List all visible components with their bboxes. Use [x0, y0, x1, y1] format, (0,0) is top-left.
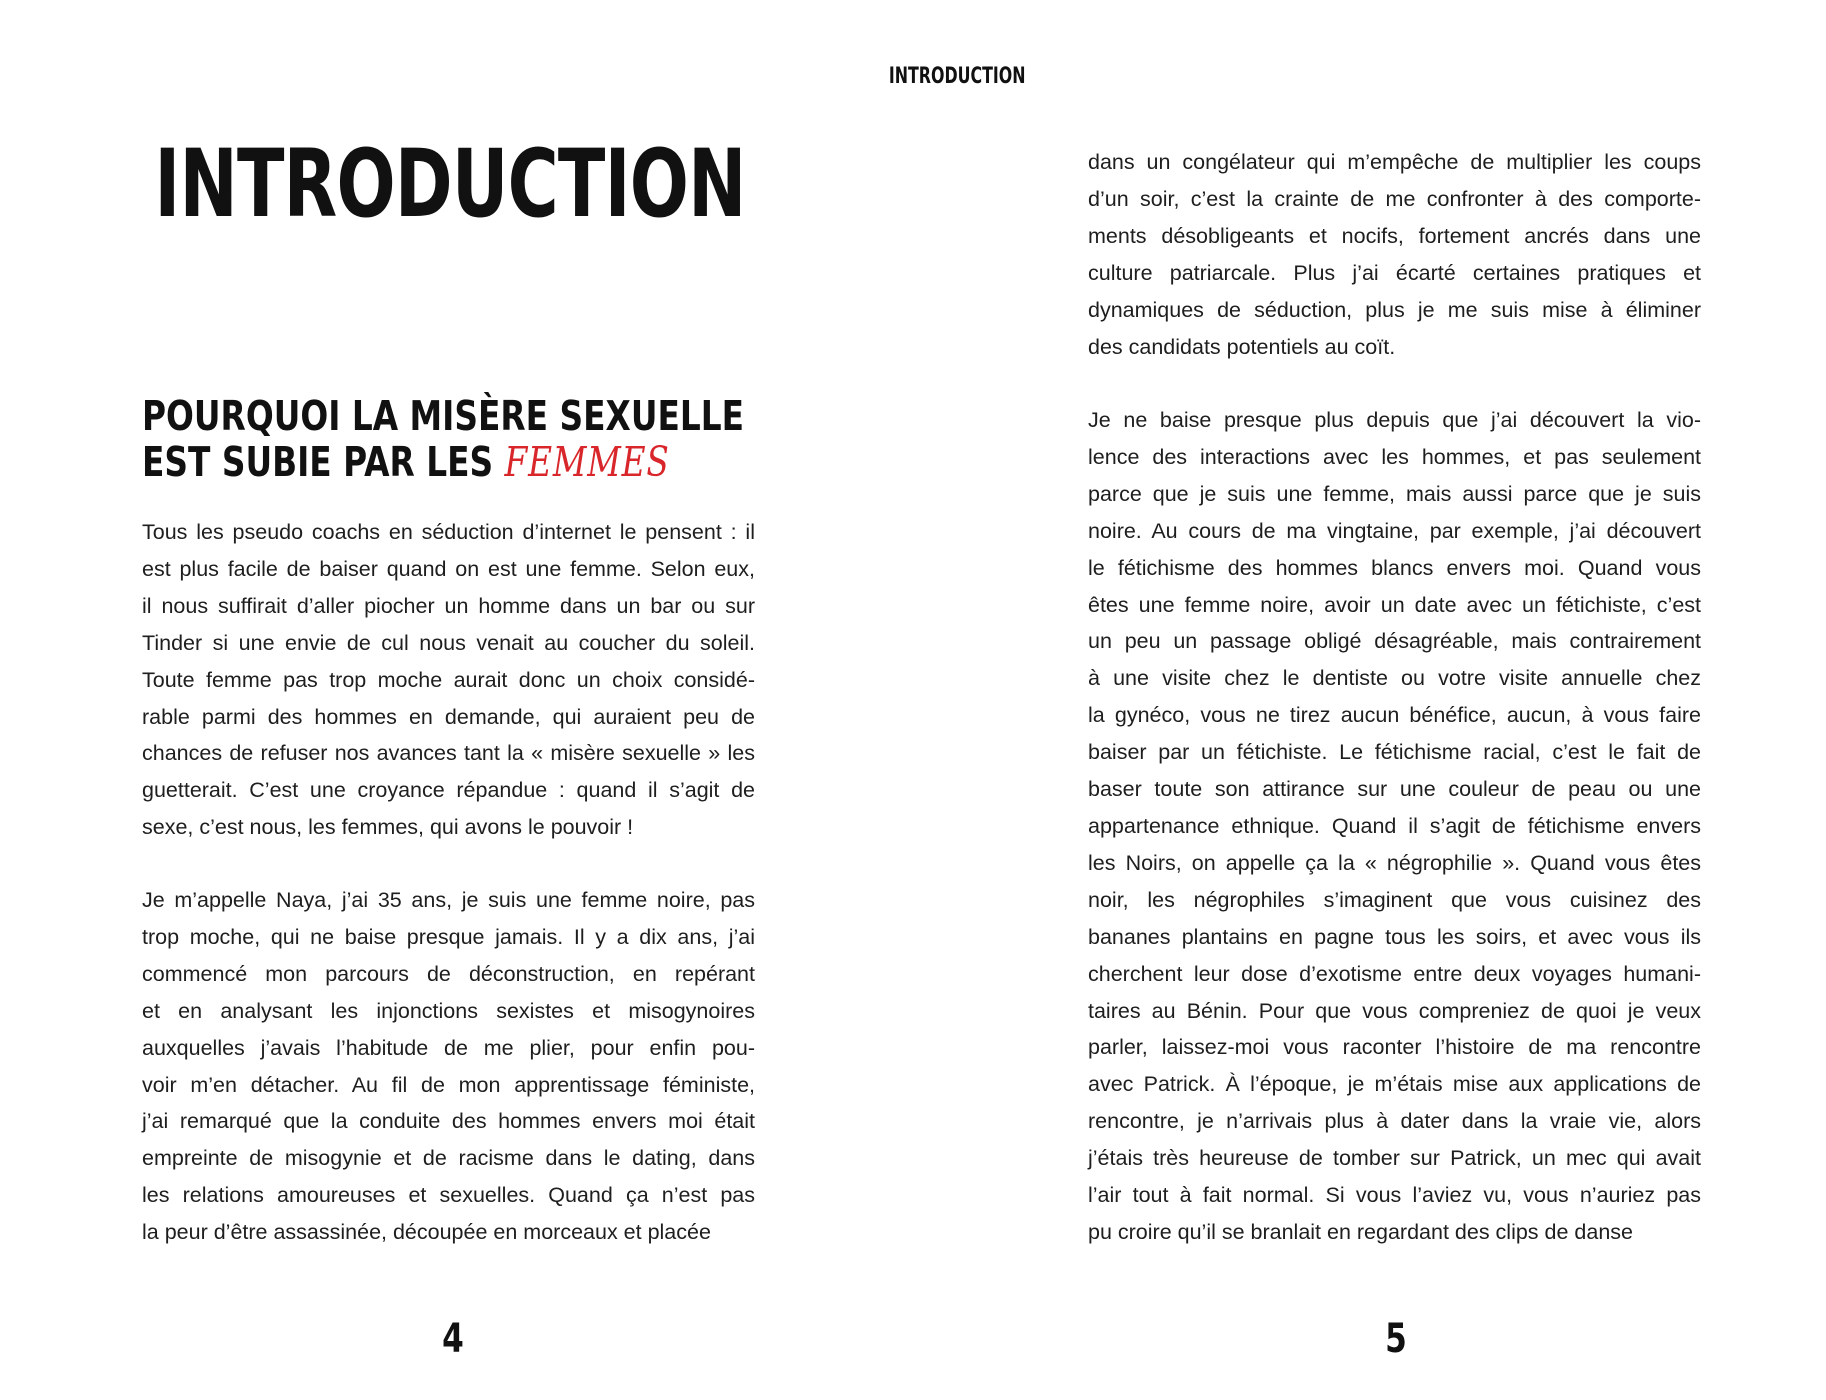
- text-line: auxquelles j’avais l’habitude de me plier, pour enfin pou-: [142, 1035, 755, 1060]
- text-line: un peu un passage obligé désagréable, mais contrairement: [1088, 629, 1701, 654]
- text-line: lence des interactions avec les hommes, et pas seulement: [1088, 444, 1701, 469]
- text-line: rencontre, je n’arrivais plus à dater dans la vraie vie, alors: [1088, 1109, 1701, 1134]
- text-line: parler, laissez-moi vous raconter l’histoire de ma rencontre: [1088, 1035, 1701, 1060]
- text-line: parce que je suis une femme, mais aussi parce que je suis: [1088, 481, 1701, 506]
- text-line: baiser par un fétichiste. Le fétichisme racial, c’est le fait de: [1088, 740, 1701, 765]
- right-paragraph-2: [1088, 402, 1701, 1251]
- text-line: noir, les négrophiles s’imaginent que vous cuisinez des: [1088, 887, 1701, 912]
- right-page: [913, 0, 1826, 1400]
- text-line: le fétichisme des hommes blancs envers moi. Quand vous: [1088, 555, 1701, 580]
- text-line: guetterait. C’est une croyance répandue : quand il s’agit de: [142, 778, 755, 803]
- text-line: culture patriarcale. Plus j’ai écarté certaines pratiques et: [1088, 260, 1701, 285]
- text-line: appartenance ethnique. Quand il s’agit de fétichisme envers: [1088, 813, 1701, 838]
- text-line: Tous les pseudo coachs en séduction d’internet le pensent : il: [142, 520, 755, 544]
- text-line: dynamiques de séduction, plus je me suis mise à éliminer: [1088, 297, 1701, 322]
- text-line: empreinte de misogynie et de racisme dans le dating, dans: [142, 1146, 755, 1171]
- text-line: cherchent leur dose d’exotisme entre deux voyages humani-: [1088, 961, 1701, 986]
- section-heading-line2: EST SUBIE PAR LES: [142, 438, 505, 486]
- chapter-title: INTRODUCTION: [154, 130, 746, 239]
- text-line: les relations amoureuses et sexuelles. Quand ça n’est pas: [142, 1183, 755, 1208]
- section-heading: [142, 393, 744, 485]
- left-paragraph-2: [142, 882, 755, 1251]
- text-line: chances de refuser nos avances tant la « misère sexuelle » les: [142, 741, 755, 766]
- section-heading-line1: POURQUOI LA MISÈRE SEXUELLE: [142, 392, 745, 440]
- text-line: j’ai remarqué que la conduite des hommes envers moi était: [142, 1109, 755, 1134]
- text-line: il nous suffirait d’aller piocher un homme dans un bar ou sur: [142, 593, 755, 618]
- text-line: d’un soir, c’est la crainte de me confronter à des comporte-: [1088, 186, 1701, 211]
- section-heading-accent: FEMMES: [504, 438, 670, 486]
- left-paragraph-1: [142, 514, 755, 846]
- text-line: taires au Bénin. Pour que vous compreniez de quoi je veux: [1088, 998, 1701, 1023]
- text-line: l’air tout à fait normal. Si vous l’aviez vu, vous n’auriez pas: [1088, 1183, 1701, 1208]
- page-number-right: 5: [1385, 1316, 1407, 1362]
- text-line: commencé mon parcours de déconstruction, en repérant: [142, 961, 755, 986]
- text-line: des candidats potentiels au coït.: [1088, 334, 1396, 359]
- page-number-left: 4: [442, 1316, 464, 1362]
- text-line: est plus facile de baiser quand on est une femme. Selon eux,: [142, 556, 755, 581]
- text-line: à une visite chez le dentiste ou votre visite annuelle chez: [1088, 666, 1701, 691]
- text-line: pu croire qu’il se branlait en regardant des clips de danse: [1088, 1219, 1633, 1244]
- text-line: bananes plantains en pagne tous les soirs, et avec vous ils: [1088, 924, 1701, 949]
- text-line: Je m’appelle Naya, j’ai 35 ans, je suis une femme noire, pas: [142, 888, 755, 912]
- text-line: noire. Au cours de ma vingtaine, par exemple, j’ai découvert: [1088, 518, 1701, 543]
- text-line: baser toute son attirance sur une couleur de peau ou une: [1088, 777, 1701, 802]
- text-line: les Noirs, on appelle ça la « négrophilie ». Quand vous êtes: [1088, 850, 1701, 875]
- text-line: rable parmi des hommes en demande, qui auraient peu de: [142, 704, 755, 729]
- text-line: j’étais très heureuse de tomber sur Patrick, un mec qui avait: [1088, 1146, 1701, 1171]
- text-line: êtes une femme noire, avoir un date avec un fétichiste, c’est: [1088, 592, 1701, 617]
- right-paragraph-1: [1088, 144, 1701, 365]
- text-line: ments désobligeants et nocifs, fortement ancrés dans une: [1088, 223, 1701, 248]
- text-line: voir m’en détacher. Au fil de mon apprentissage féministe,: [142, 1072, 755, 1097]
- text-line: Tinder si une envie de cul nous venait au coucher du soleil.: [142, 630, 755, 655]
- text-line: avec Patrick. À l’époque, je m’étais mise aux applications de: [1088, 1072, 1701, 1097]
- text-line: dans un congélateur qui m’empêche de multiplier les coups: [1088, 150, 1701, 174]
- text-line: trop moche, qui ne baise presque jamais. Il y a dix ans, j’ai: [142, 924, 755, 949]
- text-line: Je ne baise presque plus depuis que j’ai découvert la vio-: [1088, 408, 1701, 432]
- running-header: INTRODUCTION: [888, 64, 1026, 89]
- text-line: la peur d’être assassinée, découpée en morceaux et placée: [142, 1220, 711, 1245]
- text-line: la gynéco, vous ne tirez aucun bénéfice, aucun, à vous faire: [1088, 703, 1701, 728]
- text-line: Toute femme pas trop moche aurait donc un choix considé-: [142, 667, 755, 692]
- text-line: sexe, c’est nous, les femmes, qui avons le pouvoir !: [142, 815, 634, 840]
- text-line: et en analysant les injonctions sexistes et misogynoires: [142, 998, 755, 1023]
